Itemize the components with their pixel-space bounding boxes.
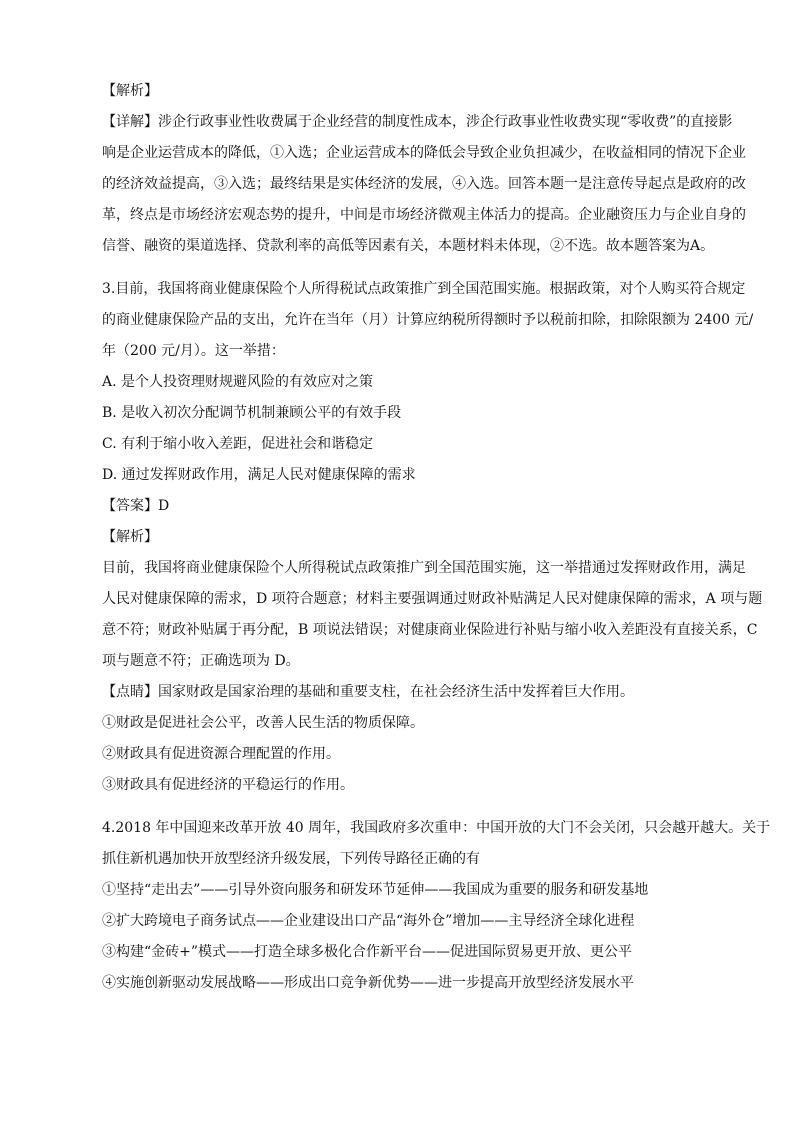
answer-line: 【答案】D xyxy=(102,498,170,514)
tip-point-2: ②财政具有促进资源合理配置的作用。 xyxy=(102,746,340,762)
question-stem: 4.2018 年中国迎来改革开放 40 周年，我国政府多次重申：中国开放的大门不会关闭，只会越开越大。关于 xyxy=(102,820,771,836)
question-stem: 的商业健康保险产品的支出，允许在当年（月）计算应纳税所得额时予以税前扣除，扣除限额为 2400 元/ xyxy=(102,312,754,328)
path-option-3: ③构建“金砖+”模式——打造全球多极化合作新平台——促进国际贸易更开放、更公平 xyxy=(102,944,633,960)
question-stem: 抓住新机遇加快开放型经济升级发展，下列传导路径正确的有 xyxy=(102,851,480,867)
text-line: 【详解】涉企行政事业性收费属于企业经营的制度性成本，涉企行政事业性收费实现“零收费”的直接影 xyxy=(102,114,733,130)
analysis-heading: 【解析】 xyxy=(102,529,158,545)
option-b: B. 是收入初次分配调节机制兼顾公平的有效手段 xyxy=(102,405,402,421)
question-3 xyxy=(102,274,763,801)
path-option-4: ④实施创新驱动发展战略——形成出口竞争新优势——进一步提高开放型经济发展水平 xyxy=(102,975,634,991)
text-line: 项与题意不符；正确选项为 D。 xyxy=(102,653,300,669)
option-d: D. 通过发挥财政作用，满足人民对健康保障的需求 xyxy=(102,467,416,483)
path-option-2: ②扩大跨境电子商务试点——企业建设出口产品“海外仓”增加——主导经济全球化进程 xyxy=(102,913,635,929)
text-line: 响是企业运营成本的降低，①入选；企业运营成本的降低会导致企业负担减少，在收益相同的情况下企业 xyxy=(102,145,746,161)
text-line: 革，终点是市场经济宏观态势的提升，中间是市场经济微观主体活力的提高。企业融资压力与企业自身的 xyxy=(102,207,746,223)
text-line: 人民对健康保障的需求，D 项符合题意；材料主要强调通过财政补贴满足人民对健康保障的需求，A 项与题 xyxy=(102,591,763,607)
question-4 xyxy=(102,813,771,999)
spacer xyxy=(102,801,698,813)
question-stem: 3.目前，我国将商业健康保险个人所得税试点政策推广到全国范围实施。根据政策，对个人购买符合规定 xyxy=(102,281,746,297)
tip-point-3: ③财政具有促进经济的平稳运行的作用。 xyxy=(102,777,354,793)
text-line: 信誉、融资的渠道选择、贷款利率的高低等因素有关，本题材料未体现，②不选。故本题答案为A。 xyxy=(102,238,715,254)
text-line: 【解析】 xyxy=(102,83,158,99)
path-option-1: ①坚持“走出去”——引导外资向服务和研发环节延伸——我国成为重要的服务和研发基地 xyxy=(102,882,649,898)
text-line: 的经济效益提高，③入选；最终结果是实体经济的发展，④入选。回答本题一是注意传导起点是政府的改 xyxy=(102,176,746,192)
tip-line: 【点睛】国家财政是国家治理的基础和重要支柱，在社会经济生活中发挥着巨大作用。 xyxy=(102,684,634,700)
spacer xyxy=(102,262,698,274)
question-stem: 年（200 元/月）。这一举措： xyxy=(102,343,285,359)
answer-analysis-q2 xyxy=(102,76,746,262)
text-line: 意不符；财政补贴属于再分配，B 项说法错误；对健康商业保险进行补贴与缩小收入差距没有直接关系，C xyxy=(102,622,758,638)
option-a: A. 是个人投资理财规避风险的有效应对之策 xyxy=(102,374,374,390)
tip-point-1: ①财政是促进社会公平，改善人民生活的物质保障。 xyxy=(102,715,424,731)
option-c: C. 有利于缩小收入差距，促进社会和谐稳定 xyxy=(102,436,374,452)
text-line: 目前，我国将商业健康保险个人所得税试点政策推广到全国范围实施，这一举措通过发挥财政作用，满足 xyxy=(102,560,746,576)
